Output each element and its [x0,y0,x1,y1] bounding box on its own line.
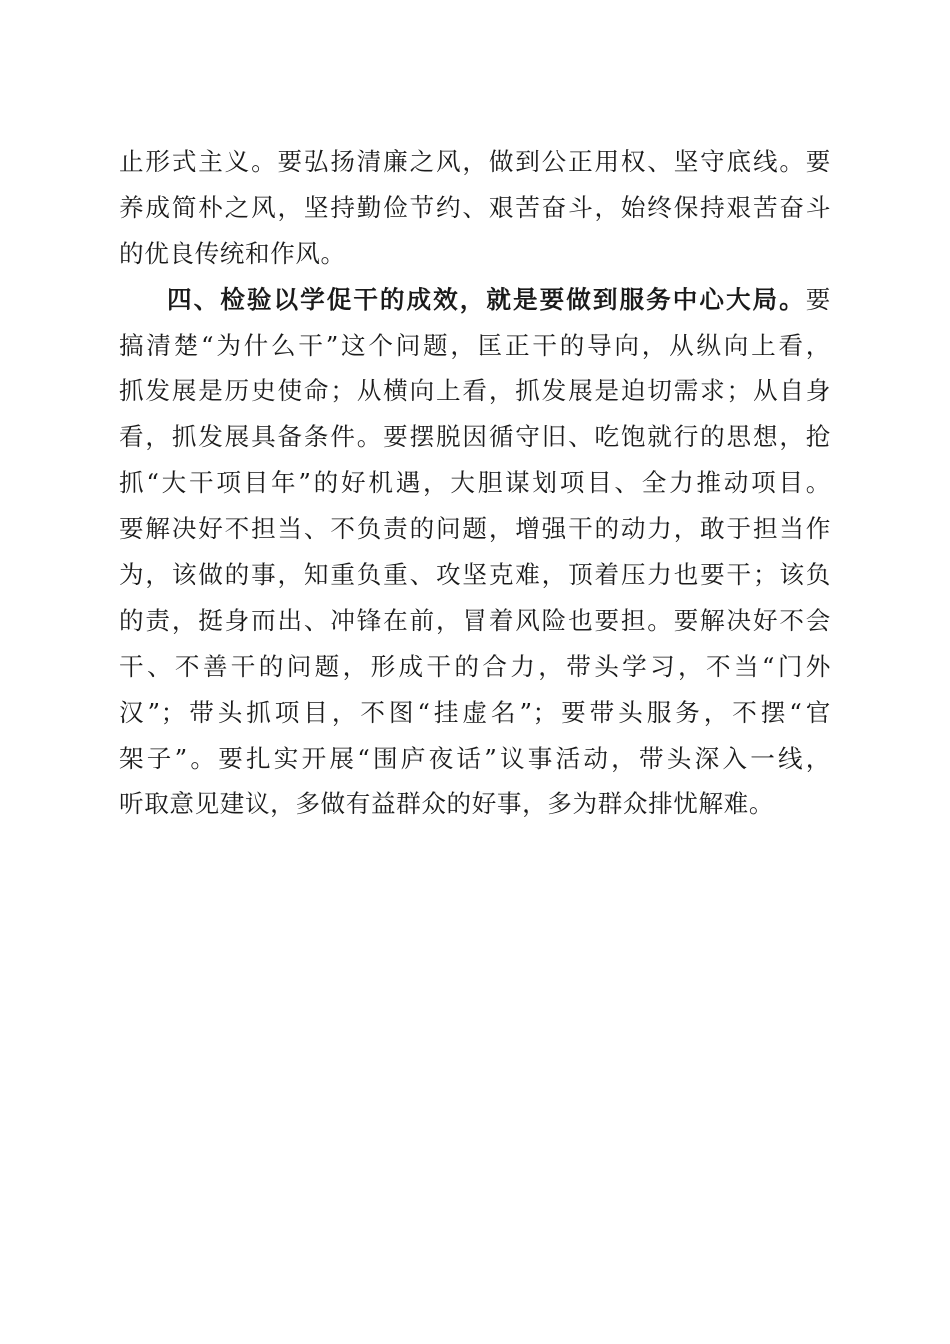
text-line: 汉”；带头抓项目，不图“挂虚名”；要带头服务，不摆“官 [119,697,831,727]
paragraph-section-four [119,277,831,828]
text-line: 的责，挺身而出、冲锋在前，冒着风险也要担。要解决好不会 [119,605,831,635]
text-line: 架子”。要扎实开展“围庐夜话”议事活动，带头深入一线， [119,743,831,773]
section-heading: 四、检验以学促干的成效，就是要做到服务中心大局。 [167,284,806,314]
paragraph-continuation [119,139,831,277]
text-line: 抓发展是历史使命；从横向上看，抓发展是迫切需求；从自身 [119,376,831,406]
text-line: 止形式主义。要弘扬清廉之风，做到公正用权、坚守底线。要 [119,147,831,176]
text-line: 要解决好不担当、不负责的问题，增强干的动力，敢于担当作 [119,514,831,544]
text-line: 看，抓发展具备条件。要摆脱因循守旧、吃饱就行的思想，抢 [119,422,831,452]
text-line: 干、不善干的问题，形成干的合力，带头学习，不当“门外 [119,651,831,681]
text-line: 搞清楚“为什么干”这个问题，匡正干的导向，从纵向上看， [119,330,831,360]
section-heading-line [119,277,831,323]
text-line: 的优良传统和作风。 [119,238,346,268]
text-line: 为，该做的事，知重负重、攻坚克难，顶着压力也要干；该负 [119,560,831,590]
text-line: 听取意见建议，多做有益群众的好事，多为群众排忧解难。 [119,789,775,819]
document-body [119,139,831,827]
text-line: 养成简朴之风，坚持勤俭节约、艰苦奋斗，始终保持艰苦奋斗 [119,192,831,222]
text-line: 抓“大干项目年”的好机遇，大胆谋划项目、全力推动项目。 [119,468,831,498]
heading-line-rest: 要 [805,284,831,314]
